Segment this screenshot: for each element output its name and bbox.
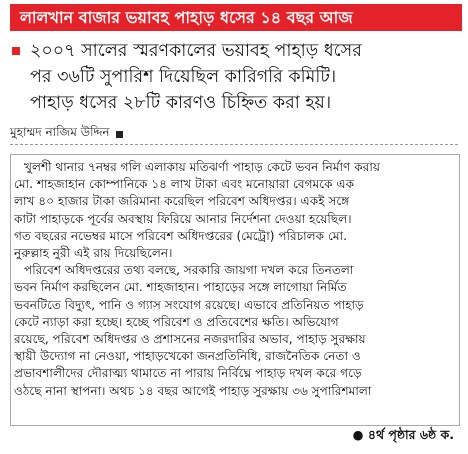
body-line: গত বছরের নভেম্বর মাসে পরিবেশ অধিদপ্তরের (মেট্রো) পরিচালক মো.	[14, 228, 347, 243]
body-line: ওঠছে নানা স্থাপনা। অথচ ১৪ বছর আগেই পাহাড় সুরক্ষায় ৩৬ সুপারিশমালা	[14, 383, 372, 398]
square-bullet-icon	[116, 131, 123, 138]
body-line: ভবনটিতে বিদ্যুৎ, পানি ও গ্যাস সংযোগ রয়েছে। এভাবে প্রতিনিয়ত পাহাড়	[14, 297, 364, 312]
red-square-bullet-icon	[12, 47, 20, 55]
body-line: লাখ ৪০ হাজার টাকা জরিমানা করেছিল পরিবেশ অধিদপ্তর। একই সঙ্গে	[14, 194, 350, 209]
continuation-note: ● ৪র্থ পৃষ্ঠার ৬ষ্ঠ ক.	[352, 427, 454, 442]
body-line: কেটে ন্যাড়া করা হচ্ছে। হচ্ছে পরিবেশ ও প্রতিবেশের ক্ষতি। অভিযোগ	[14, 314, 339, 329]
body-line: খুলশী থানার ৭নম্বর গলি এলাকায় মতিঝর্ণা পাহাড় কেটে ভবন নির্মাণ করায়	[24, 160, 380, 174]
headline-text: লালখান বাজার ভয়াবহ পাহাড় ধসের ১৪ বছর আজ	[20, 8, 353, 27]
body-line: পরিবেশ অধিদপ্তরের তথ্য বলছে, সরকারি জায়গা দখল করে তিনতলা	[24, 263, 354, 278]
body-line: নুরুল্লাহ নুরী এই রায় দিয়েছিলেন।	[14, 246, 173, 261]
intro-text: ২০০৭ সালের স্মরণকালের ভয়াবহ পাহাড় ধসের পর ৩৬টি সুপারিশ দিয়েছিল কারিগরি কমিটি। পাহাড় ধসের ২৮টি কারণও চিহ্নিত করা হয়।	[30, 41, 362, 113]
author-name: মুহাম্মদ নাজিম উদ্দিন	[10, 125, 110, 139]
intro-section	[12, 38, 460, 116]
article-body	[14, 159, 456, 400]
headline-banner	[10, 4, 462, 31]
divider	[10, 144, 458, 145]
body-line: রয়েছে, পরিবেশ অধিদপ্তর ও প্রশাসনের নজরদারির অভাব, পাহাড় সুরক্ষায়	[14, 332, 366, 347]
byline	[10, 124, 123, 144]
body-line: প্রভাবশালীদের দৌরাত্ম্য থামাতে না পারায় নির্বিঘ্নে পাহাড় দখল করে গড়ে	[14, 366, 362, 381]
body-line: ভবন নির্মাণ করছিলেন মো. শাহজাহান। পাহাড়ের সঙ্গে লাগোয়া নির্মিত	[14, 280, 347, 295]
body-line: স্থায়ী উদ্যোগ না নেওয়া, পাহাড়খেকো জনপ্রতিনিধি, রাজনৈতিক নেতা ও	[14, 349, 361, 364]
body-line: মো. শাহজাহান কোম্পানিকে ১৪ লাখ টাকা এবং মনোয়ারা বেগমকে এক	[14, 177, 355, 192]
body-line: কাটা পাহাড়কে পূর্বের অবস্থায় ফিরিয়ে আনার নির্দেশনা দেওয়া হয়েছিল।	[14, 211, 352, 226]
